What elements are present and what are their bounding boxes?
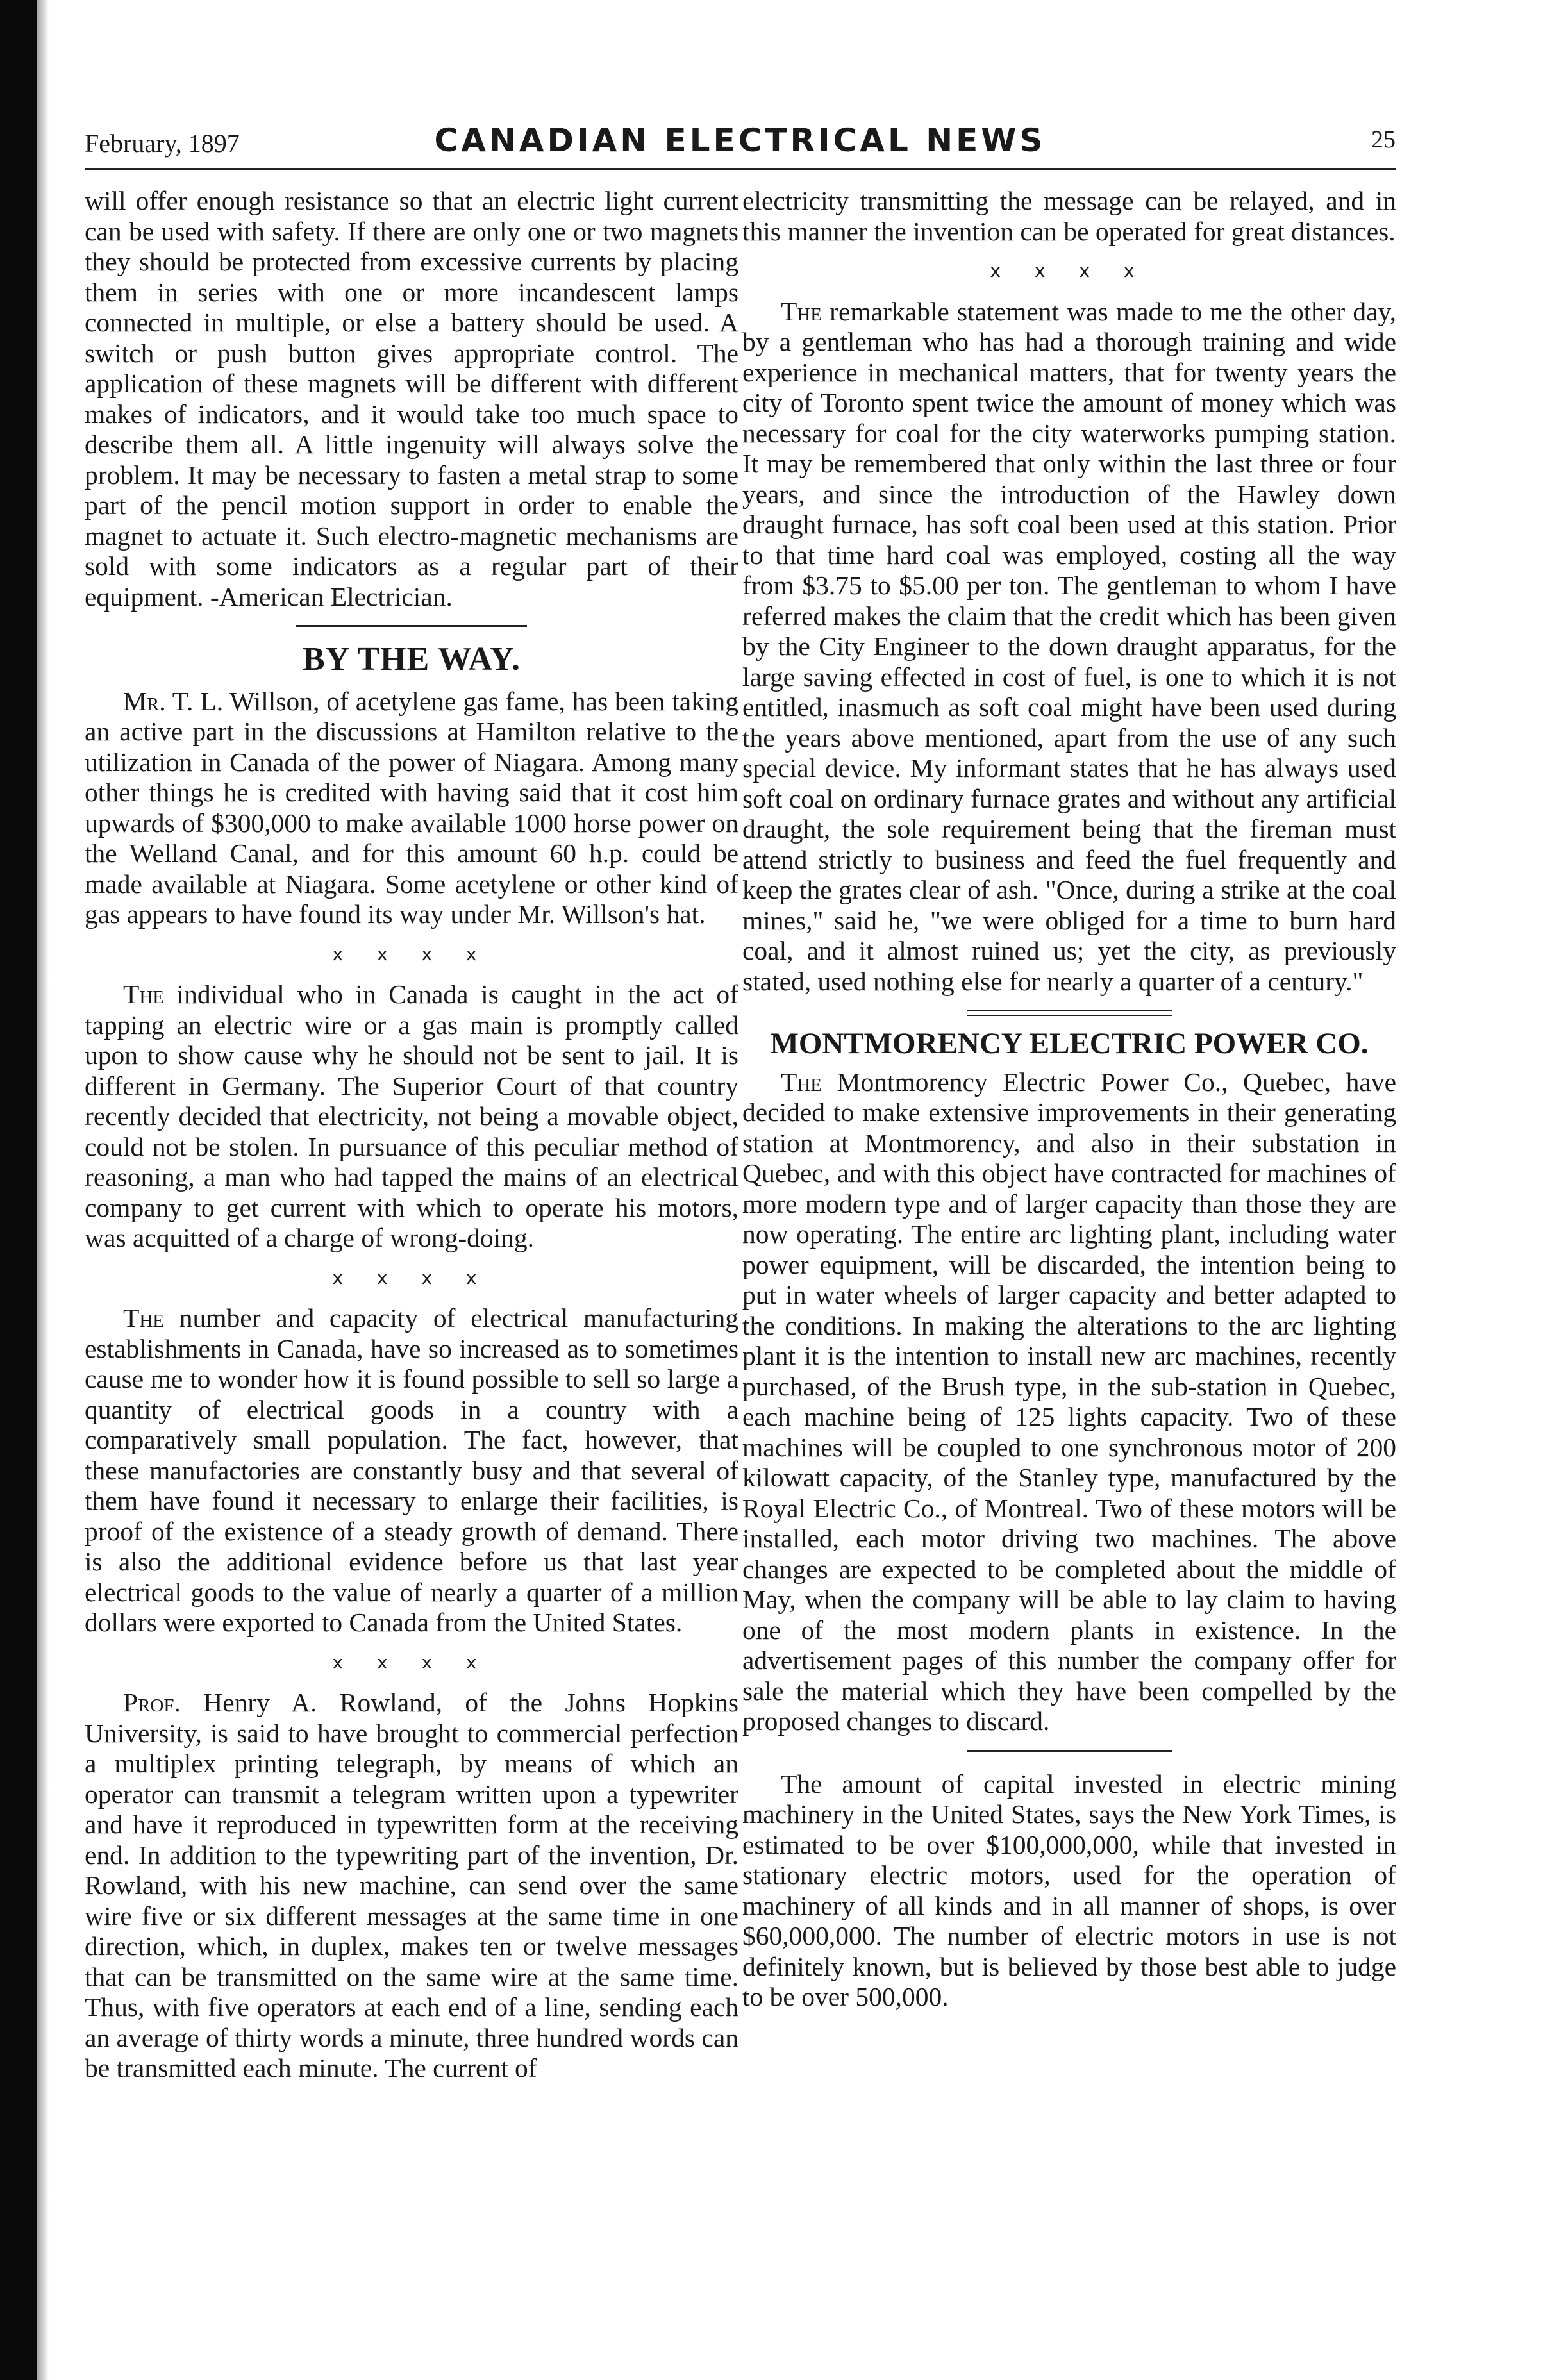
lead-word: Prof. xyxy=(123,1688,181,1717)
page-header xyxy=(85,122,1396,167)
paragraph-manufacturing: The number and capacity of electrical manufacturing establishments in Canada, have so increased as to sometimes cause me to wonder how it is found possible to sell so large a quantity of electrical goods in a country with a comparatively small population. The fact, however, that these manufactories are constantly busy and that several of them have found it necessary to enlarge their facilities, is proof of the existence of a steady growth of demand. There is also the additional evidence before us that last year electrical goods to the value of nearly a quarter of a million dollars were exported to Canada from the United States. xyxy=(85,1303,738,1637)
section-heading-by-the-way: BY THE WAY. xyxy=(302,641,521,678)
section-separator: x x x x xyxy=(332,1267,491,1288)
paragraph-montmorency: The Montmorency Electric Power Co., Quebec, have decided to make extensive improvements in their generating station at Montmorency, and also in their substation in Quebec, and with this object have contracted for machines of more modern type and of larger capacity than those they are now operating. The entire arc lighting plant, including water power equipment, will be discarded, the intention being to put in water wheels of larger capacity and better adapted to the conditions. In making the alterations to the arc lighting plant it is the intention to install new arc machines, recently purchased, of the Brush type, in the sub-station in Quebec, each machine being of 125 lights capacity. Two of these machines will be coupled to one synchronous motor of 200 kilowatt capacity, of the Stanley type, manufactured by the Royal Electric Co., of Montreal. Two of these motors will be installed, each motor driving two machines. The above changes are expected to be completed about the middle of May, when the company will be able to lay claim to having one of the most modern plants in existence. In the advertisement pages of this number the company offer for sale the material which they have been compelled by the proposed changes to discard. xyxy=(742,1067,1396,1736)
lead-word: The xyxy=(781,1067,822,1097)
continued-article-text: will offer enough resistance so that an electric light current can be used with safety. If there are only one or two magnets they should be protected from excessive currents by placing them in series with one or more incandescent lamps connected in multiple, or else a battery should be used. A switch or push button gives appropriate control. The application of these magnets will be different with different makes of indicators, and it would take too much space to describe them all. A little ingenuity will always solve the problem. It may be necessary to fasten a metal strap to some part of the pencil motion support in order to enable the magnet to actuate it. Such electro-magnetic mechanisms are sold with some indicators as a regular part of their equipment. -American Electrician. xyxy=(85,186,738,612)
page-number: 25 xyxy=(1371,126,1396,153)
section-separator: x x x x xyxy=(990,260,1149,281)
paragraph-willson: Mr. T. L. Willson, of acetylene gas fame, has been taking an active part in the discussions at Hamilton relative to the utilization in Canada of the power of Niagara. Among many other things he is credited with having said that it cost him upwards of $300,000 to make available 1000 horse power on the Welland Canal, and for this amount 60 h.p. could be made available at Niagara. Some acetylene or other kind of gas appears to have found its way under Mr. Willson's hat. xyxy=(85,686,738,929)
lead-word: The xyxy=(123,979,165,1009)
section-divider xyxy=(296,625,527,631)
lead-word: Mr. xyxy=(123,686,166,716)
header-rule xyxy=(85,168,1396,170)
masthead: CANADIAN ELECTRICAL NEWS xyxy=(434,122,1046,159)
left-column xyxy=(85,186,738,2084)
right-column xyxy=(742,186,1396,2013)
continued-rowland-text: electricity transmitting the message can be relayed, and in this manner the invention can be operated for great distances. xyxy=(742,186,1396,246)
paragraph-rowland: Prof. Henry A. Rowland, of the Johns Hopkins University, is said to have brought to commercial perfection a multiplex printing telegraph, by means of which an operator can transmit a telegram written upon a typewriter and have it reproduced in typewritten form at the receiving end. In addition to the typewriting part of the invention, Dr. Rowland, with his new machine, can send over the same wire five or six different messages at the same time in one direction, which, in duplex, makes ten or twelve messages that can be transmitted on the same wire at the same time. Thus, with five operators at each end of a line, sending each an average of thirty words a minute, three hundred words can be transmitted each minute. The current of xyxy=(85,1688,738,2083)
section-heading-montmorency: MONTMORENCY ELECTRIC POWER CO. xyxy=(770,1027,1369,1060)
scan-edge-bar xyxy=(0,0,37,2380)
section-divider xyxy=(967,1750,1172,1756)
issue-date: February, 1897 xyxy=(85,129,240,158)
paragraph-capital-invested: The amount of capital invested in electric mining machinery in the United States, says the New York Times, is estimated to be over $100,000,000, while that invested in stationary electric motors, used for the operation of machinery of all kinds and in all manner of shops, is over $60,000,000. The number of electric motors in use is not definitely known, but is believed by those best able to judge to be over 500,000. xyxy=(742,1768,1396,2011)
paragraph-toronto-coal: The remarkable statement was made to me the other day, by a gentleman who has had a thorough training and wide experience in mechanical matters, that for twenty years the city of Toronto spent twice the amount of money which was necessary for coal for the city waterworks pumping station. It may be remembered that only within the last three or four years, and since the introduction of the Hawley down draught furnace, has soft coal been used at this station. Prior to that time hard coal was employed, costing all the way from $3.75 to $5.00 per ton. The gentleman to whom I have referred makes the claim that the credit which has been given by the City Engineer to the down draught apparatus, for the large saving effected in cost of fuel, is one to which it is not entitled, inasmuch as soft coal might have been used during the years above mentioned, apart from the use of any such special device. My informant states that he has always used soft coal on ordinary furnace grates and without any artificial draught, the sole requirement being that the fireman must attend strictly to business and feed the fuel frequently and keep the grates clear of ash. "Once, during a strike at the coal mines," said he, "we were obliged for a time to burn hard coal, and it almost ruined us; yet the city, as previously stated, used nothing else for nearly a quarter of a century." xyxy=(742,296,1396,996)
section-divider xyxy=(967,1010,1172,1016)
paragraph-germany: The individual who in Canada is caught in the act of tapping an electric wire or a gas main is promptly called upon to show cause why he should not be sent to jail. It is different in Germany. The Superior Court of that country recently decided that electricity, not being a movable object, could not be stolen. In pursuance of this peculiar method of reasoning, a man who had tapped the mains of an electrical company to get current with which to operate his motors, was acquitted of a charge of wrong-doing. xyxy=(85,979,738,1252)
section-separator: x x x x xyxy=(332,943,491,965)
section-separator: x x x x xyxy=(332,1651,491,1673)
lead-word: The xyxy=(123,1303,165,1333)
lead-word: The xyxy=(781,296,822,326)
